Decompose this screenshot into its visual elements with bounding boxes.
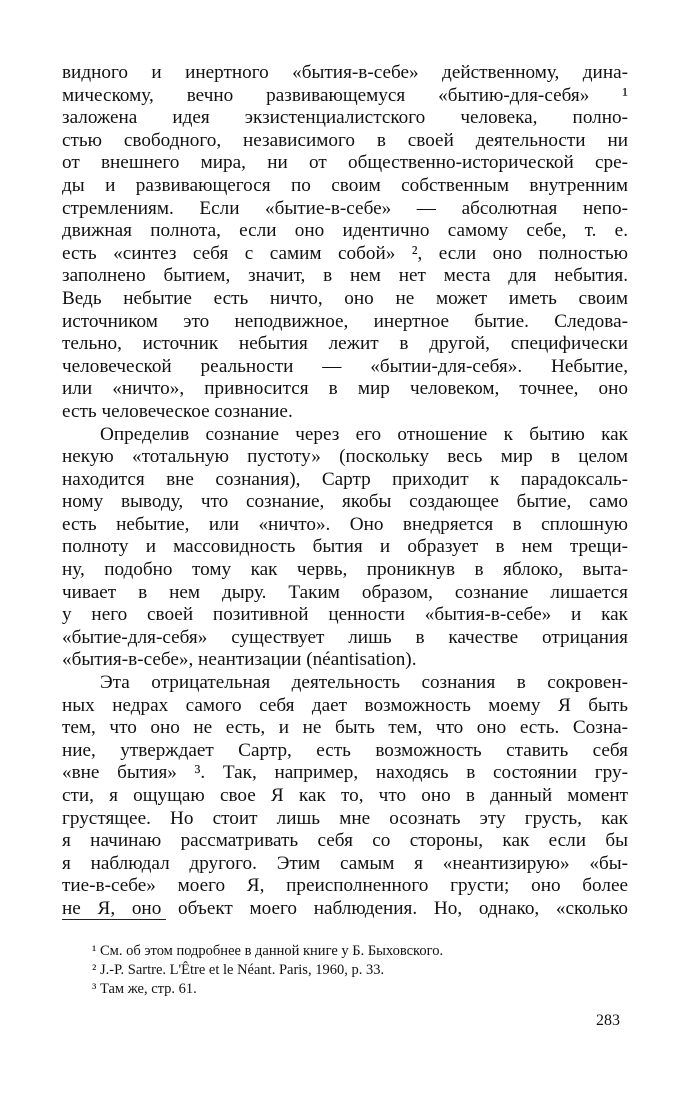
text-line: тельно, источник небытия лежит в другой, специфически	[62, 333, 628, 355]
text-line: грустящее. Но стоит лишь мне осознать эту грусть, как	[62, 807, 628, 829]
text-line: «бытие-для-себя» существует лишь в качестве отрицания	[62, 626, 628, 648]
text-line: источником это неподвижное, инертное бытие. Следова-	[62, 310, 628, 332]
text-line: мическому, вечно развивающемуся «бытию-для-себя» ¹	[62, 84, 628, 106]
text-line: ному выводу, что сознание, якобы создающее бытие, само	[62, 491, 628, 513]
text-line: Эта отрицательная деятельность сознания в сокровен-	[100, 672, 628, 694]
footnotes	[92, 942, 632, 999]
text-line: заполнено бытием, значит, в нем нет места для небытия.	[62, 265, 628, 287]
text-line: некую «тотальную пустоту» (поскольку весь мир в целом	[62, 446, 628, 468]
text-line: есть небытие, или «ничто». Оно внедряется в сплошную	[62, 513, 628, 535]
main-text	[62, 62, 628, 921]
text-line: человеческой реальности — «бытии-для-себя». Небытие,	[62, 355, 628, 377]
footnote-2: ² J.-P. Sartre. L'Être et le Néant. Paris, 1960, p. 33.	[92, 962, 385, 978]
text-line: от внешнего мира, ни от общественно-исторической сре-	[62, 152, 628, 174]
text-line: я наблюдал другого. Этим самым я «неантизирую» «бы-	[62, 852, 628, 874]
text-line: «бытия-в-себе», неантизации (néantisation).	[62, 649, 417, 671]
footnote-1: ¹ См. об этом подробнее в данной книге у Б. Быховского.	[92, 943, 444, 959]
text-line: или «ничто», привносится в мир человеком, точнее, оно	[62, 378, 628, 400]
text-line: ние, утверждает Сартр, есть возможность ставить себя	[62, 739, 628, 761]
text-line: движная полнота, если оно идентично самому себе, т. е.	[62, 220, 628, 242]
text-line: сти, я ощущаю свое Я как то, что оно в данный момент	[62, 785, 628, 806]
text-line: находится вне сознания), Сартр приходит к парадоксаль-	[62, 468, 628, 490]
text-line: есть «синтез себя с самим собой» ², если оно полностью	[62, 242, 628, 264]
text-line: видного и инертного «бытия-в-себе» действенному, дина-	[62, 62, 628, 83]
text-line: ну, подобно тому как червь, проникнув в яблоко, выта-	[62, 559, 628, 581]
text-line: «вне бытия» ³. Так, например, находясь в состоянии гру-	[62, 762, 628, 784]
text-line: тем, что оно не есть, и не быть тем, что оно есть. Созна-	[62, 717, 628, 739]
text-line: заложена идея экзистенциалистского человека, полно-	[62, 107, 628, 129]
text-line: не Я, оно объект моего наблюдения. Но, однако, «сколько	[62, 897, 628, 919]
text-line: Ведь небытие есть ничто, оно не может иметь своим	[62, 287, 628, 309]
text-line: чивает в нем дыру. Таким образом, сознание лишается	[62, 581, 628, 603]
footnote-separator	[62, 919, 166, 920]
text-line: стремлениям. Если «бытие-в-себе» — абсолютная непо-	[62, 197, 628, 219]
text-line: я начинаю рассматривать себя со стороны, как если бы	[62, 830, 628, 852]
text-line: Определив сознание через его отношение к бытию как	[100, 423, 628, 445]
text-line: ных недрах самого себя дает возможность моему Я быть	[62, 694, 628, 716]
text-line: полноту и массовидность бытия и образует в нем трещи-	[62, 536, 628, 558]
text-line: стью свободного, независимого в своей деятельности ни	[62, 129, 628, 151]
text-line: есть человеческое сознание.	[62, 400, 293, 422]
page-number: 283	[596, 1012, 620, 1029]
text-line: ды и развивающегося по своим собственным внутренним	[62, 174, 628, 196]
footnote-3: ³ Там же, стр. 61.	[92, 981, 197, 997]
text-line: тие-в-себе» моего Я, преисполненного грусти; оно более	[62, 875, 628, 897]
text-line: у него своей позитивной ценности «бытия-в-себе» и как	[62, 604, 628, 626]
